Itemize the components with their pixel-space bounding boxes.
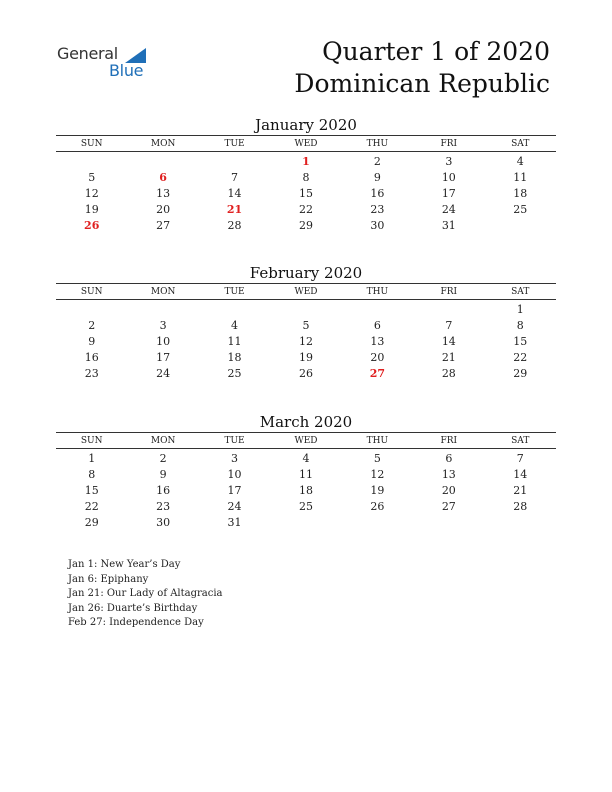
date-cell (413, 515, 484, 531)
weekday-label: SUN (80, 436, 103, 446)
date-cell (413, 302, 484, 318)
date-cell: 19 (370, 484, 385, 497)
date-cell (342, 302, 413, 318)
date-cell: 13 (370, 335, 385, 348)
weekday-label: FRI (440, 287, 458, 297)
weekday-label: TUE (224, 436, 245, 446)
month-march (56, 412, 556, 531)
date-cell: 21 (513, 484, 528, 497)
date-cell: 13 (156, 187, 171, 200)
week-row (56, 350, 556, 366)
week-row (56, 451, 556, 467)
date-cell: 26 (298, 367, 313, 380)
logo-text-general: General (57, 44, 118, 63)
date-cell: 7 (445, 319, 453, 332)
date-cell: 5 (373, 452, 381, 465)
weekday-label: SAT (511, 436, 530, 446)
date-cell: 20 (156, 203, 171, 216)
week-rows (56, 154, 556, 234)
date-cell: 23 (370, 203, 385, 216)
date-cell: 16 (370, 187, 385, 200)
holiday-date-cell: 27 (369, 367, 386, 380)
date-cell: 13 (441, 468, 456, 481)
date-cell: 29 (513, 367, 528, 380)
weekday-label: SUN (80, 287, 103, 297)
weekday-header (56, 137, 556, 151)
date-cell: 8 (88, 468, 96, 481)
date-cell: 23 (84, 367, 99, 380)
date-cell: 1 (516, 303, 524, 316)
weekday-label: MON (150, 436, 176, 446)
weekday-label: WED (294, 287, 318, 297)
month-divider (56, 448, 556, 449)
week-row (56, 302, 556, 318)
date-cell: 8 (516, 319, 524, 332)
date-cell: 15 (298, 187, 313, 200)
date-cell (127, 302, 198, 318)
date-cell: 15 (513, 335, 528, 348)
date-cell: 7 (231, 171, 239, 184)
date-cell (270, 302, 341, 318)
date-cell: 17 (156, 351, 171, 364)
date-cell: 5 (88, 171, 96, 184)
page-title (294, 36, 550, 100)
date-cell: 4 (516, 155, 524, 168)
date-cell: 28 (227, 219, 242, 232)
holiday-list-item: Jan 1: New Year’s Day (68, 559, 181, 570)
date-cell: 30 (370, 219, 385, 232)
date-cell: 26 (370, 500, 385, 513)
date-cell (199, 154, 270, 170)
month-title: February 2020 (249, 264, 363, 282)
holiday-date-cell: 6 (159, 171, 167, 184)
date-cell: 4 (302, 452, 310, 465)
date-cell: 9 (88, 335, 96, 348)
date-cell: 6 (445, 452, 453, 465)
date-cell: 10 (156, 335, 171, 348)
week-row (56, 202, 556, 218)
date-cell: 14 (513, 468, 528, 481)
date-cell: 4 (231, 319, 239, 332)
date-cell: 17 (227, 484, 242, 497)
month-divider (56, 432, 556, 433)
holiday-list-item: Feb 27: Independence Day (68, 617, 204, 628)
week-row (56, 515, 556, 531)
date-cell (56, 302, 127, 318)
date-cell: 16 (84, 351, 99, 364)
weekday-label: WED (294, 436, 318, 446)
date-cell: 24 (227, 500, 242, 513)
date-cell: 27 (156, 219, 171, 232)
date-cell: 16 (156, 484, 171, 497)
week-row (56, 334, 556, 350)
date-cell: 14 (441, 335, 456, 348)
date-cell: 18 (298, 484, 313, 497)
date-cell: 3 (159, 319, 167, 332)
holiday-date-cell: 26 (84, 219, 100, 232)
weekday-header (56, 434, 556, 448)
date-cell: 29 (298, 219, 313, 232)
date-cell: 18 (513, 187, 528, 200)
date-cell: 10 (441, 171, 456, 184)
date-cell: 25 (227, 367, 242, 380)
weekday-label: SUN (80, 139, 103, 149)
month-february (56, 263, 556, 382)
date-cell: 22 (513, 351, 528, 364)
date-cell: 29 (84, 516, 99, 529)
week-row (56, 467, 556, 483)
date-cell: 2 (373, 155, 381, 168)
logo (57, 44, 167, 84)
date-cell: 15 (84, 484, 99, 497)
date-cell (127, 154, 198, 170)
holiday-list (68, 558, 223, 631)
date-cell (485, 218, 556, 234)
weekday-label: WED (294, 139, 318, 149)
weekday-label: MON (150, 139, 176, 149)
date-cell: 11 (513, 171, 528, 184)
date-cell: 22 (298, 203, 313, 216)
date-cell: 9 (159, 468, 167, 481)
week-rows (56, 451, 556, 531)
weekday-header (56, 285, 556, 299)
week-row (56, 186, 556, 202)
month-divider (56, 151, 556, 152)
date-cell: 3 (231, 452, 239, 465)
holiday-list-item: Jan 26: Duarte’s Birthday (68, 602, 198, 614)
date-cell: 10 (227, 468, 242, 481)
date-cell: 28 (441, 367, 456, 380)
weekday-label: TUE (224, 139, 245, 149)
date-cell: 6 (373, 319, 381, 332)
date-cell: 31 (227, 516, 242, 529)
date-cell (199, 302, 270, 318)
holiday-date-cell: 21 (226, 203, 243, 216)
date-cell: 9 (373, 171, 381, 184)
holiday-list-item: Jan 6: Epiphany (68, 573, 149, 585)
title-line-country: Dominican Republic (294, 69, 550, 98)
date-cell: 5 (302, 319, 310, 332)
week-row (56, 483, 556, 499)
date-cell: 12 (370, 468, 385, 481)
weekday-label: TUE (224, 287, 245, 297)
title-line-quarter: Quarter 1 of 2020 (322, 37, 550, 66)
week-rows (56, 302, 556, 382)
date-cell (485, 515, 556, 531)
week-row (56, 218, 556, 234)
date-cell: 12 (298, 335, 313, 348)
date-cell: 24 (441, 203, 456, 216)
weekday-label: MON (150, 287, 176, 297)
week-row (56, 366, 556, 382)
week-row (56, 318, 556, 334)
date-cell: 21 (441, 351, 456, 364)
month-title: March 2020 (259, 413, 353, 431)
date-cell: 30 (156, 516, 171, 529)
month-january (56, 115, 556, 234)
weekday-label: THU (366, 139, 389, 149)
weekday-label: FRI (440, 139, 458, 149)
date-cell: 20 (441, 484, 456, 497)
date-cell: 14 (227, 187, 242, 200)
date-cell: 19 (298, 351, 313, 364)
date-cell: 19 (84, 203, 99, 216)
date-cell: 7 (516, 452, 524, 465)
date-cell: 28 (513, 500, 528, 513)
date-cell: 23 (156, 500, 171, 513)
date-cell: 22 (84, 500, 99, 513)
date-cell: 27 (441, 500, 456, 513)
date-cell: 20 (370, 351, 385, 364)
date-cell (342, 515, 413, 531)
week-row (56, 170, 556, 186)
month-title: January 2020 (255, 116, 357, 134)
date-cell: 17 (441, 187, 456, 200)
month-divider (56, 299, 556, 300)
date-cell: 2 (88, 319, 96, 332)
date-cell: 1 (88, 452, 96, 465)
date-cell: 31 (441, 219, 456, 232)
weekday-label: SAT (511, 287, 530, 297)
date-cell: 12 (84, 187, 99, 200)
date-cell: 11 (298, 468, 313, 481)
date-cell: 25 (513, 203, 528, 216)
date-cell: 11 (227, 335, 242, 348)
date-cell: 8 (302, 171, 310, 184)
date-cell: 18 (227, 351, 242, 364)
date-cell (56, 154, 127, 170)
weekday-label: SAT (511, 139, 530, 149)
date-cell: 24 (156, 367, 171, 380)
month-divider (56, 135, 556, 136)
week-row (56, 499, 556, 515)
holiday-list-item: Jan 21: Our Lady of Altagracia (68, 588, 223, 599)
week-row (56, 154, 556, 170)
weekday-label: FRI (440, 436, 458, 446)
date-cell: 3 (445, 155, 453, 168)
date-cell: 2 (159, 452, 167, 465)
logo-text-blue: Blue (109, 61, 144, 80)
date-cell: 25 (298, 500, 313, 513)
weekday-label: THU (366, 436, 389, 446)
holiday-date-cell: 1 (302, 155, 310, 168)
month-divider (56, 283, 556, 284)
weekday-label: THU (366, 287, 389, 297)
date-cell (270, 515, 341, 531)
